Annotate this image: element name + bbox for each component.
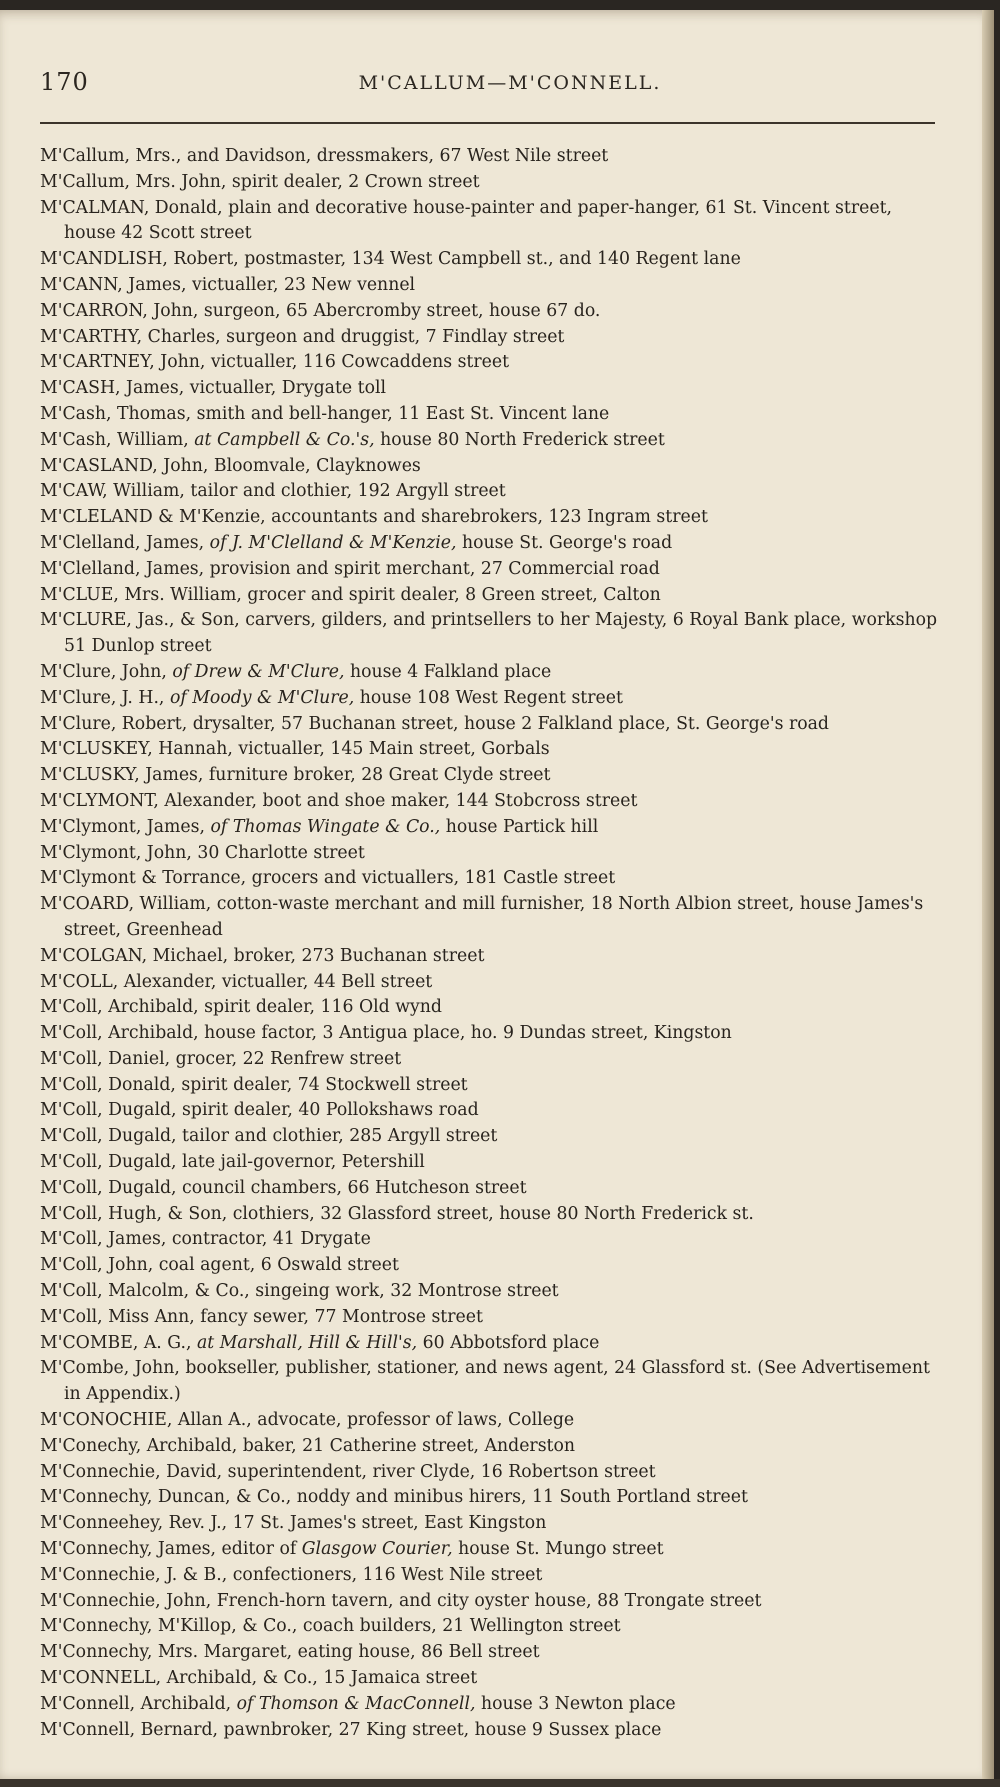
entry-name: M'Connechie, John, [40, 1590, 212, 1611]
entry-firm-italic: of Thomas Wingate & Co., [210, 816, 441, 837]
entry-name: M'CARTNEY, John, [40, 352, 206, 373]
entry-details: spirit dealer, 40 Pollokshaws road [176, 1100, 479, 1121]
entry-details: house St. George's road [456, 532, 673, 553]
directory-entry [40, 1047, 940, 1073]
entry-details: confectioners, 116 West Nile street [227, 1564, 543, 1585]
entry-details: drysalter, 57 Buchanan street, house 2 Falkland place, St. George's road [187, 713, 829, 734]
directory-entry [40, 1098, 940, 1124]
entry-name: M'Cash, Thomas, [40, 403, 192, 424]
directory-entry [40, 1640, 940, 1666]
directory-entry [40, 583, 940, 609]
directory-entry [40, 402, 940, 428]
entry-details: accountants and sharebrokers, 123 Ingram street [265, 507, 708, 528]
entry-name: M'Clelland, James, [40, 558, 205, 579]
entry-name: M'Connechy, James, [40, 1539, 217, 1560]
directory-entry [40, 866, 940, 892]
directory-entry [40, 273, 940, 299]
entry-details: provision and spirit merchant, 27 Commercial road [204, 558, 660, 579]
directory-entry [40, 1563, 940, 1589]
entry-details: grocers and victuallers, 181 Castle street [246, 868, 616, 889]
directory-entry [40, 325, 940, 351]
directory-entry [40, 660, 940, 686]
entry-details: house 108 West Regent street [354, 687, 623, 708]
entry-details: broker, 273 Buchanan street [228, 945, 485, 966]
directory-entry [40, 1589, 940, 1615]
directory-entry [40, 557, 940, 583]
entry-name: M'Coll, Miss Ann, [40, 1306, 195, 1327]
entry-details: victualler, 44 Bell street [216, 971, 433, 992]
entry-name: M'Connell, Archibald, [40, 1693, 232, 1714]
entry-name: M'Coll, Donald, [40, 1074, 176, 1095]
entry-details: bookseller, publisher, stationer, and news agent, 24 Glassford st. (See Advertisement in Appendix.) [64, 1358, 930, 1405]
directory-entry [40, 1356, 940, 1408]
directory-entry [40, 1666, 940, 1692]
entry-name: M'CLELAND & M'Kenzie, [40, 507, 266, 528]
entry-details: fancy sewer, 77 Montrose street [194, 1306, 483, 1327]
directory-entry [40, 1176, 940, 1202]
entry-firm-italic: of Moody & M'Clure, [169, 687, 355, 708]
directory-entry [40, 1073, 940, 1099]
directory-entry [40, 144, 940, 170]
entry-name: M'CLUSKEY, Hannah, [40, 739, 233, 760]
directory-entry [40, 196, 940, 248]
directory-entry [40, 1718, 940, 1744]
bottom-edge [0, 1779, 1000, 1787]
directory-entry [40, 1331, 940, 1357]
entry-details: coach builders, 21 Wellington street [297, 1616, 621, 1637]
directory-entry [40, 1614, 940, 1640]
entry-details: surgeon, 65 Abercromby street, house 67 do. [198, 300, 601, 321]
entry-details: 15 Jamaica street [317, 1668, 478, 1689]
entry-name: M'Connechy, Mrs. Margaret, [40, 1642, 293, 1663]
directory-entry [40, 1279, 940, 1305]
entry-name: M'Conechy, Archibald, [40, 1435, 238, 1456]
directory-entry [40, 505, 940, 531]
entry-details: cotton-waste merchant and mill furnisher, 18 North Albion street, house James's street, Greenhead [64, 894, 924, 940]
entry-name: M'Connechy, M'Killop, & Co., [40, 1616, 298, 1637]
entry-details: surgeon and druggist, 7 Findlay street [220, 326, 565, 347]
entry-name: M'Clymont, John, [40, 842, 192, 863]
entry-name: M'Clymont & Torrance, [40, 868, 247, 889]
directory-entry [40, 1434, 940, 1460]
entry-name: M'Callum, Mrs., and Davidson, [40, 146, 312, 166]
entry-details: spirit dealer, 116 Old wynd [198, 997, 442, 1018]
directory-entry [40, 1021, 940, 1047]
directory-entry [40, 995, 940, 1021]
entry-details: house St. Mungo street [452, 1539, 664, 1560]
entry-firm-italic: Glasgow Courier, [301, 1539, 453, 1560]
directory-entry [40, 815, 940, 841]
directory-entry [40, 376, 940, 402]
entry-name: M'Connechie, J. & B., [40, 1564, 228, 1585]
entry-details: victualler, Drygate toll [184, 378, 387, 399]
entry-name: M'Coll, Archibald, [40, 997, 199, 1018]
entry-details: French-horn tavern, and city oyster house, 88 Trongate street [211, 1590, 762, 1611]
directory-entry [40, 1150, 940, 1176]
entry-details: plain and decorative house-painter and paper-hanger, 61 St. Vincent street, house 42 Scott street [64, 197, 893, 244]
directory-entry [40, 350, 940, 376]
entry-details: house 4 Falkland place [344, 661, 552, 682]
entry-name: M'CASLAND, John, [40, 455, 209, 476]
directory-entry [40, 970, 940, 996]
entry-name: M'CASH, James, [40, 378, 185, 399]
directory-entries [40, 144, 940, 1743]
entry-details: coal agent, 6 Oswald street [153, 1255, 399, 1276]
entry-details: spirit dealer, 2 Crown street [226, 171, 480, 192]
entry-name: M'CARRON, John, [40, 300, 199, 321]
directory-entry [40, 1124, 940, 1150]
entry-name: M'Clure, J. H., [40, 687, 165, 708]
directory-entry [40, 1511, 940, 1537]
entry-name: M'CLUE, Mrs. William, [40, 584, 242, 605]
entry-firm-italic: of J. M'Clelland & M'Kenzie, [209, 532, 457, 553]
entry-name: M'CALMAN, Donald, [40, 197, 223, 218]
entry-name: M'Clymont, James, [40, 816, 206, 837]
page-number: 170 [40, 68, 89, 96]
entry-name: M'CONNELL, Archibald, & Co., [40, 1668, 318, 1689]
entry-details: 60 Abbotsford place [417, 1332, 600, 1353]
entry-details: victualler, 23 New vennel [186, 274, 416, 295]
entry-details: tailor and clothier, 192 Argyll street [184, 481, 506, 502]
entry-details: house 3 Newton place [475, 1693, 676, 1714]
entry-name: M'COMBE, A. G., [40, 1332, 192, 1353]
entry-details: Bloomvale, Clayknowes [208, 455, 421, 476]
directory-entry [40, 454, 940, 480]
entry-details: council chambers, 66 Hutcheson street [176, 1177, 527, 1198]
entry-details: dressmakers, 67 West Nile street [311, 146, 609, 166]
entry-details: carvers, gilders, and printsellers to her Majesty, 6 Royal Bank place, workshop 51 Dunlop street [64, 610, 938, 657]
entry-details: postmaster, 134 West Campbell st., and 140 Regent lane [238, 249, 741, 270]
entry-details: singeing work, 32 Montrose street [249, 1281, 559, 1302]
entry-name: M'Conneehey, Rev. J., [40, 1513, 228, 1534]
entry-name: M'CAW, William, [40, 481, 185, 502]
entry-details: furniture broker, 28 Great Clyde street [203, 765, 551, 786]
entry-details: eating house, 86 Bell street [292, 1642, 540, 1663]
directory-entry [40, 1485, 940, 1511]
directory-entry [40, 1202, 940, 1228]
entry-details: baker, 21 Catherine street, Anderston [237, 1435, 576, 1456]
directory-entry [40, 1227, 940, 1253]
directory-entry [40, 531, 940, 557]
entry-details: editor of [216, 1539, 302, 1560]
entry-details: late jail-governor, Petershill [176, 1152, 425, 1173]
entry-name: M'Clure, John, [40, 661, 167, 682]
entry-firm-italic: of Thomson & MacConnell, [236, 1693, 476, 1714]
directory-entry [40, 789, 940, 815]
entry-name: M'CONOCHIE, Allan A., [40, 1410, 252, 1431]
entry-name: M'COARD, William, [40, 894, 212, 915]
entry-name: M'Cash, William, [40, 429, 189, 450]
entry-details: noddy and minibus hirers, 11 South Portland street [291, 1487, 748, 1508]
directory-entry [40, 763, 940, 789]
entry-name: M'Coll, James, [40, 1229, 167, 1250]
entry-firm-italic: of Drew & M'Clure, [172, 661, 345, 682]
entry-name: M'CARTHY, Charles, [40, 326, 221, 347]
directory-entry [40, 170, 940, 196]
directory-entry [40, 892, 940, 944]
entry-name: M'Coll, Archibald, [40, 1023, 199, 1044]
directory-entry [40, 1253, 940, 1279]
directory-entry [40, 1537, 940, 1563]
directory-entry [40, 1305, 940, 1331]
directory-entry [40, 712, 940, 738]
directory-entry [40, 686, 940, 712]
entry-name: M'Callum, Mrs. John, [40, 171, 227, 192]
entry-details: 17 St. James's street, East Kingston [227, 1513, 547, 1534]
directory-entry [40, 479, 940, 505]
entry-details: house Partick hill [440, 816, 599, 837]
entry-details: house 80 North Frederick street [374, 429, 665, 450]
directory-entry [40, 841, 940, 867]
entry-details: clothiers, 32 Glassford street, house 80 North Frederick st. [227, 1203, 754, 1224]
directory-entry [40, 1460, 940, 1486]
entry-name: M'Clure, Robert, [40, 713, 188, 734]
entry-name: M'CANN, James, [40, 274, 187, 295]
entry-details: grocer, 22 Renfrew street [170, 1048, 402, 1069]
entry-name: M'Connechie, David, [40, 1461, 223, 1482]
directory-entry [40, 944, 940, 970]
entry-details: spirit dealer, 74 Stockwell street [175, 1074, 468, 1095]
entry-details: victualler, 116 Cowcaddens street [205, 352, 510, 373]
entry-details: contractor, 41 Drygate [166, 1229, 371, 1250]
entry-details: grocer and spirit dealer, 8 Green street, Calton [241, 584, 661, 605]
entry-name: M'Coll, John, [40, 1255, 154, 1276]
entry-details: victualler, 145 Main street, Gorbals [232, 739, 550, 760]
entry-name: M'Connell, Bernard, [40, 1719, 219, 1740]
entry-name: M'Combe, John, [40, 1358, 180, 1379]
directory-entry [40, 1692, 940, 1718]
page-header [40, 60, 940, 104]
entry-name: M'Coll, Hugh, & Son, [40, 1203, 228, 1224]
entry-details: tailor and clothier, 285 Argyll street [176, 1126, 498, 1147]
entry-name: M'Coll, Malcolm, & Co., [40, 1281, 250, 1302]
directory-page [0, 10, 994, 1779]
directory-entry [40, 737, 940, 763]
running-head: M'CALLUM—M'CONNELL. [358, 72, 662, 94]
entry-name: M'CLYMONT, Alexander, [40, 790, 257, 811]
entry-details: advocate, professor of laws, College [251, 1410, 575, 1431]
directory-entry [40, 247, 940, 273]
entry-name: M'Coll, Dugald, [40, 1126, 177, 1147]
header-rule [40, 122, 935, 124]
entry-name: M'Clelland, James, [40, 532, 205, 553]
directory-entry [40, 299, 940, 325]
entry-firm-italic: at Campbell & Co.'s, [194, 429, 375, 450]
entry-name: M'Coll, Dugald, [40, 1152, 177, 1173]
entry-name: M'COLL, Alexander, [40, 971, 217, 992]
entry-details: superintendent, river Clyde, 16 Robertson street [222, 1461, 656, 1482]
entry-name: M'Coll, Dugald, [40, 1177, 177, 1198]
entry-name: M'CLUSKY, James, [40, 765, 204, 786]
directory-entry [40, 1408, 940, 1434]
entry-details: 30 Charlotte street [191, 842, 365, 863]
entry-name: M'CANDLISH, Robert, [40, 249, 239, 270]
entry-name: M'Connechy, Duncan, & Co., [40, 1487, 292, 1508]
directory-entry [40, 428, 940, 454]
entry-details: smith and bell-hanger, 11 East St. Vincent lane [191, 403, 610, 424]
entry-name: M'Coll, Daniel, [40, 1048, 171, 1069]
entry-name: M'CLURE, Jas., & Son, [40, 610, 240, 631]
entry-name: M'COLGAN, Michael, [40, 945, 229, 966]
entry-details: house factor, 3 Antigua place, ho. 9 Dundas street, Kingston [198, 1023, 732, 1044]
page-spine-shadow [982, 10, 994, 1779]
entry-firm-italic: at Marshall, Hill & Hill's, [196, 1332, 418, 1353]
directory-entry [40, 608, 940, 660]
entry-name: M'Coll, Dugald, [40, 1100, 177, 1121]
entry-details: pawnbroker, 27 King street, house 9 Sussex place [218, 1719, 662, 1740]
entry-details: boot and shoe maker, 144 Stobcross street [256, 790, 638, 811]
